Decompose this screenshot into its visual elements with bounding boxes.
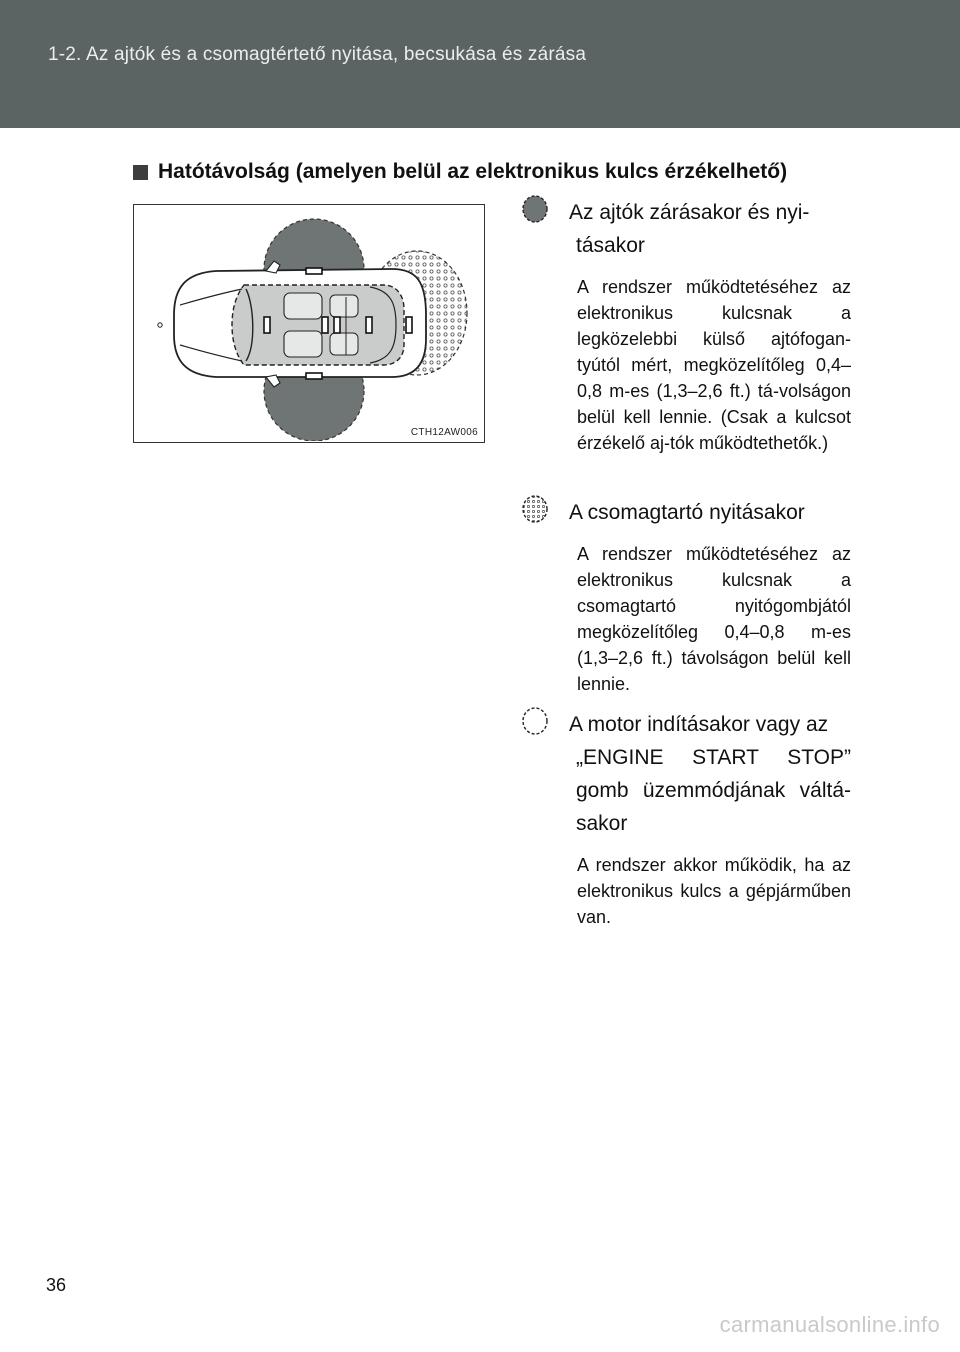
dashed-zone-icon: [521, 706, 549, 736]
antenna-interior-front: [264, 317, 270, 333]
dark-shaded-zone-icon: [521, 194, 549, 224]
watermark: carmanualsonline.info: [719, 1312, 940, 1337]
antenna-interior-middle-2: [334, 317, 340, 333]
antenna-door-bottom: [306, 373, 322, 379]
antenna-interior-middle-1: [322, 317, 328, 333]
figure-code: CTH12AW006: [410, 427, 478, 438]
range-item-doors: [521, 196, 851, 456]
range-item-title: Az ajtók zárásakor és nyi- tásakor: [569, 201, 810, 257]
range-item-title: A motor indításakor vagy az „ENGINE START STOP” gomb üzemmódjának váltá-sakor: [569, 713, 851, 835]
range-item-body: A rendszer működtetéséhez az elektronikus kulcsnak a csomagtartó nyitógombjától megközelítőleg 0,4–0,8 m-es (1,3–2,6 ft.) távolságon belül kell lennie.: [577, 544, 851, 694]
chapter-title: 1-2. Az ajtók és a csomagtértető nyitása, becsukása és zárása: [48, 44, 587, 65]
antenna-interior-rear: [366, 317, 372, 333]
dotted-zone-icon: [521, 494, 549, 524]
chapter-header: [0, 0, 960, 128]
page-number: 36: [46, 1275, 67, 1295]
range-item-title: A csomagtartó nyitásakor: [569, 501, 805, 524]
range-item-body: A rendszer működtetéséhez az elektronikus kulcsnak a legközelebbi külső ajtófogan-tyútól mért, megközelítőleg 0,4–0,8 m-es (1,3–2,6 ft.) tá-volságon belül kell lennie. (Csak a kulcsot érzékelő aj-tók működtethetők.): [577, 277, 851, 453]
car-top-view-illustration: [134, 205, 483, 441]
section-heading: [133, 160, 873, 184]
detection-range-figure: [133, 204, 485, 443]
antenna-door-top: [306, 268, 322, 274]
square-bullet-icon: [133, 165, 148, 180]
section-heading-text: Hatótávolság (amelyen belül az elektronikus kulcs érzékelhető): [158, 160, 788, 183]
antenna-trunk: [406, 317, 412, 333]
range-item-trunk: [521, 496, 851, 697]
range-item-body: A rendszer akkor működik, ha az elektronikus kulcs a gépjárműben van.: [577, 855, 851, 927]
range-item-engine: [521, 708, 851, 930]
